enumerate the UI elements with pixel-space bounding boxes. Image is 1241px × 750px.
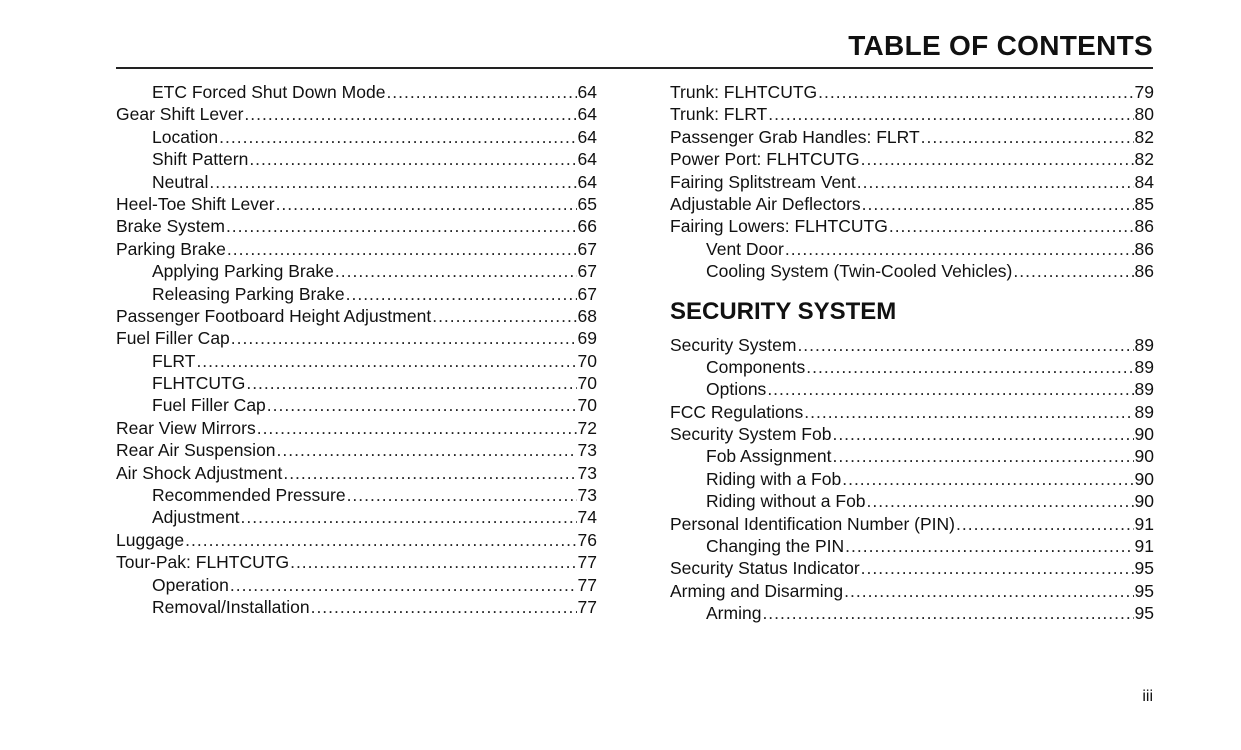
dot-leader xyxy=(844,580,1133,602)
dot-leader xyxy=(862,193,1134,215)
toc-entry-page: 64 xyxy=(577,82,597,102)
toc-entry[interactable] xyxy=(116,215,597,237)
toc-entry-page: 73 xyxy=(577,485,597,506)
toc-entry-label: Changing the PIN xyxy=(706,536,845,557)
toc-entry[interactable] xyxy=(116,551,597,573)
toc-entry-label: Fuel Filler Cap xyxy=(152,395,266,416)
toc-entry-label: Riding with a Fob xyxy=(706,468,842,489)
section-heading-security: SECURITY SYSTEM xyxy=(670,297,897,325)
toc-entry-label: Shift Pattern xyxy=(152,149,249,170)
toc-entry-label: Options xyxy=(706,379,767,400)
toc-entry-page: 80 xyxy=(1134,104,1154,125)
toc-entry-label: Neutral xyxy=(152,171,209,192)
toc-entry-page: 82 xyxy=(1134,149,1154,170)
toc-entry-label: Security System xyxy=(670,334,797,355)
toc-entry[interactable] xyxy=(116,126,597,148)
toc-entry[interactable] xyxy=(116,439,597,461)
toc-entry-page: 66 xyxy=(577,216,597,237)
dot-leader xyxy=(277,439,577,461)
dot-leader xyxy=(861,557,1134,579)
dot-leader xyxy=(804,401,1133,423)
toc-entry-page: 89 xyxy=(1134,356,1154,377)
dot-leader xyxy=(346,283,577,305)
toc-entry[interactable] xyxy=(670,535,1154,557)
dot-leader xyxy=(241,506,577,528)
dot-leader xyxy=(867,490,1134,512)
toc-entry-label: Brake System xyxy=(116,216,225,237)
toc-entry-page: 89 xyxy=(1134,379,1154,400)
toc-entry-page: 85 xyxy=(1134,193,1154,214)
toc-entry[interactable] xyxy=(116,81,597,103)
header-rule xyxy=(116,67,1153,69)
toc-right-column xyxy=(670,81,1154,625)
toc-entry[interactable] xyxy=(670,334,1154,356)
toc-entry-page: 90 xyxy=(1134,446,1154,467)
toc-entry-page: 64 xyxy=(577,104,597,125)
toc-entry-page: 64 xyxy=(577,149,597,170)
toc-entry-label: Applying Parking Brake xyxy=(152,261,334,282)
toc-entry[interactable] xyxy=(116,148,597,170)
toc-entry-page: 95 xyxy=(1134,580,1154,601)
toc-entry[interactable] xyxy=(116,238,597,260)
dot-leader xyxy=(767,378,1133,400)
toc-entry[interactable] xyxy=(670,126,1154,148)
toc-entry-page: 89 xyxy=(1134,401,1154,422)
toc-entry-label: Vent Door xyxy=(706,238,784,259)
toc-entry[interactable] xyxy=(116,283,597,305)
toc-entry[interactable] xyxy=(116,506,597,528)
toc-entry-page: 90 xyxy=(1134,491,1154,512)
toc-entry-label: Fob Assignment xyxy=(706,446,832,467)
toc-entry-label: Rear Air Suspension xyxy=(116,440,276,461)
toc-entry[interactable] xyxy=(670,423,1154,445)
toc-entry-label: Cooling System (Twin-Cooled Vehicles) xyxy=(706,261,1013,282)
dot-leader xyxy=(347,484,577,506)
dot-leader xyxy=(857,171,1134,193)
dot-leader xyxy=(231,327,577,349)
toc-entry-page: 86 xyxy=(1134,216,1154,237)
toc-entry-label: Tour-Pak: FLHTCUTG xyxy=(116,552,290,573)
dot-leader xyxy=(246,372,576,394)
dot-leader xyxy=(1013,260,1133,282)
page-title: TABLE OF CONTENTS xyxy=(848,30,1153,61)
toc-entry[interactable] xyxy=(116,171,597,193)
toc-entry[interactable] xyxy=(670,103,1154,125)
toc-entry-label: Fairing Splitstream Vent xyxy=(670,171,856,192)
toc-entry[interactable] xyxy=(670,148,1154,170)
dot-leader xyxy=(762,602,1133,624)
toc-entry[interactable] xyxy=(670,193,1154,215)
toc-entry-page: 77 xyxy=(577,552,597,573)
dot-leader xyxy=(185,529,576,551)
toc-entry-label: Rear View Mirrors xyxy=(116,417,256,438)
dot-leader xyxy=(432,305,576,327)
dot-leader xyxy=(832,423,1133,445)
toc-entry[interactable] xyxy=(116,103,597,125)
toc-entry-label: Adjustment xyxy=(152,507,240,528)
toc-entry-page: 90 xyxy=(1134,468,1154,489)
dot-leader xyxy=(768,103,1133,125)
dot-leader xyxy=(196,350,576,372)
dot-leader xyxy=(311,596,577,618)
dot-leader xyxy=(861,148,1134,170)
toc-entry[interactable] xyxy=(116,484,597,506)
dot-leader xyxy=(249,148,576,170)
toc-entry[interactable] xyxy=(670,557,1154,579)
dot-leader xyxy=(226,215,577,237)
toc-entry-page: 89 xyxy=(1134,334,1154,355)
toc-entry-label: Luggage xyxy=(116,529,185,550)
toc-entry[interactable] xyxy=(116,193,597,215)
dot-leader xyxy=(276,193,577,215)
dot-leader xyxy=(785,238,1134,260)
toc-entry-page: 77 xyxy=(577,574,597,595)
toc-entry-page: 77 xyxy=(577,596,597,617)
dot-leader xyxy=(227,238,577,260)
toc-entry-page: 69 xyxy=(577,328,597,349)
toc-entry-page: 86 xyxy=(1134,261,1154,282)
toc-entry[interactable] xyxy=(670,468,1154,490)
toc-entry-label: FLHTCUTG xyxy=(152,373,246,394)
toc-security-list xyxy=(670,334,1154,625)
toc-entry[interactable] xyxy=(670,513,1154,535)
toc-entry-label: ETC Forced Shut Down Mode xyxy=(152,82,386,102)
toc-entry-label: Riding without a Fob xyxy=(706,491,866,512)
toc-entry-label: Passenger Grab Handles: FLRT xyxy=(670,126,920,147)
toc-entry-page: 70 xyxy=(577,373,597,394)
toc-entry-page: 64 xyxy=(577,126,597,147)
toc-entry[interactable] xyxy=(670,445,1154,467)
dot-leader xyxy=(386,81,576,103)
toc-entry[interactable] xyxy=(670,356,1154,378)
toc-entry-page: 65 xyxy=(577,193,597,214)
toc-entry-label: Passenger Footboard Height Adjustment xyxy=(116,305,432,326)
toc-entry[interactable] xyxy=(670,378,1154,400)
dot-leader xyxy=(230,574,577,596)
toc-entry[interactable] xyxy=(670,401,1154,423)
toc-entry[interactable] xyxy=(670,260,1154,282)
toc-entry[interactable] xyxy=(116,372,597,394)
toc-entry-label: Parking Brake xyxy=(116,238,226,259)
toc-entry[interactable] xyxy=(116,574,597,596)
toc-entry-label: Components xyxy=(706,356,806,377)
toc-entry-page: 67 xyxy=(577,261,597,282)
toc-entry-page: 73 xyxy=(577,462,597,483)
toc-entry-page: 76 xyxy=(577,529,597,550)
dot-leader xyxy=(244,103,576,125)
toc-entry-page: 73 xyxy=(577,440,597,461)
toc-entry-page: 90 xyxy=(1134,424,1154,445)
dot-leader xyxy=(921,126,1134,148)
dot-leader xyxy=(806,356,1133,378)
toc-entry[interactable] xyxy=(116,394,597,416)
toc-entry-page: 67 xyxy=(577,238,597,259)
toc-entry-page: 64 xyxy=(577,171,597,192)
toc-entry-page: 70 xyxy=(577,395,597,416)
toc-entry[interactable] xyxy=(116,529,597,551)
toc-entry[interactable] xyxy=(670,602,1154,624)
toc-entry-label: Trunk: FLHTCUTG xyxy=(670,82,818,102)
dot-leader xyxy=(219,126,576,148)
toc-entry-label: Personal Identification Number (PIN) xyxy=(670,513,955,534)
toc-entry-label: Air Shock Adjustment xyxy=(116,462,283,483)
toc-entry-label: FLRT xyxy=(152,350,196,371)
toc-right-top-list xyxy=(670,81,1154,283)
toc-entry-page: 84 xyxy=(1134,171,1154,192)
dot-leader xyxy=(267,394,577,416)
dot-leader xyxy=(818,81,1133,103)
toc-entry-page: 74 xyxy=(577,507,597,528)
dot-leader xyxy=(842,468,1133,490)
toc-entry-label: Operation xyxy=(152,574,229,595)
toc-entry-label: Arming and Disarming xyxy=(670,580,844,601)
toc-entry-label: Trunk: FLRT xyxy=(670,104,768,125)
toc-entry-label: Recommended Pressure xyxy=(152,485,346,506)
toc-entry[interactable] xyxy=(670,215,1154,237)
toc-entry[interactable] xyxy=(670,238,1154,260)
toc-entry[interactable] xyxy=(116,327,597,349)
toc-entry[interactable] xyxy=(116,305,597,327)
toc-entry[interactable] xyxy=(670,490,1154,512)
toc-entry-page: 72 xyxy=(577,417,597,438)
toc-entry-page: 95 xyxy=(1134,558,1154,579)
toc-entry-page: 82 xyxy=(1134,126,1154,147)
toc-entry-page: 68 xyxy=(577,305,597,326)
toc-entry-page: 95 xyxy=(1134,603,1154,624)
toc-left-column xyxy=(116,81,597,618)
toc-entry-page: 86 xyxy=(1134,238,1154,259)
dot-leader xyxy=(209,171,576,193)
toc-entry-label: Adjustable Air Deflectors xyxy=(670,193,861,214)
dot-leader xyxy=(290,551,576,573)
toc-entry-label: Power Port: FLHTCUTG xyxy=(670,149,860,170)
toc-entry-page: 91 xyxy=(1134,513,1154,534)
toc-entry-label: Security System Fob xyxy=(670,424,832,445)
page-number: iii xyxy=(1142,688,1153,705)
dot-leader xyxy=(335,260,577,282)
dot-leader xyxy=(956,513,1134,535)
toc-entry-label: Gear Shift Lever xyxy=(116,104,244,125)
toc-entry-label: Location xyxy=(152,126,219,147)
toc-entry-label: FCC Regulations xyxy=(670,401,804,422)
dot-leader xyxy=(283,462,576,484)
toc-entry-page: 79 xyxy=(1134,82,1154,102)
toc-entry[interactable] xyxy=(116,350,597,372)
toc-entry-label: Security Status Indicator xyxy=(670,558,860,579)
toc-entry[interactable] xyxy=(116,260,597,282)
dot-leader xyxy=(832,445,1133,467)
toc-entry-page: 91 xyxy=(1134,536,1154,557)
toc-entry-label: Fuel Filler Cap xyxy=(116,328,230,349)
dot-leader xyxy=(257,417,577,439)
toc-entry[interactable] xyxy=(670,171,1154,193)
toc-entry[interactable] xyxy=(116,462,597,484)
dot-leader xyxy=(797,334,1133,356)
dot-leader xyxy=(845,535,1133,557)
toc-entry[interactable] xyxy=(116,417,597,439)
toc-entry[interactable] xyxy=(670,580,1154,602)
dot-leader xyxy=(889,215,1134,237)
toc-entry-label: Releasing Parking Brake xyxy=(152,283,345,304)
toc-entry-label: Fairing Lowers: FLHTCUTG xyxy=(670,216,888,237)
toc-entry-label: Heel-Toe Shift Lever xyxy=(116,193,275,214)
toc-entry-label: Arming xyxy=(706,603,762,624)
toc-entry[interactable] xyxy=(670,81,1154,103)
toc-entry-page: 67 xyxy=(577,283,597,304)
toc-entry-label: Removal/Installation xyxy=(152,596,310,617)
toc-entry[interactable] xyxy=(116,596,597,618)
toc-entry-page: 70 xyxy=(577,350,597,371)
